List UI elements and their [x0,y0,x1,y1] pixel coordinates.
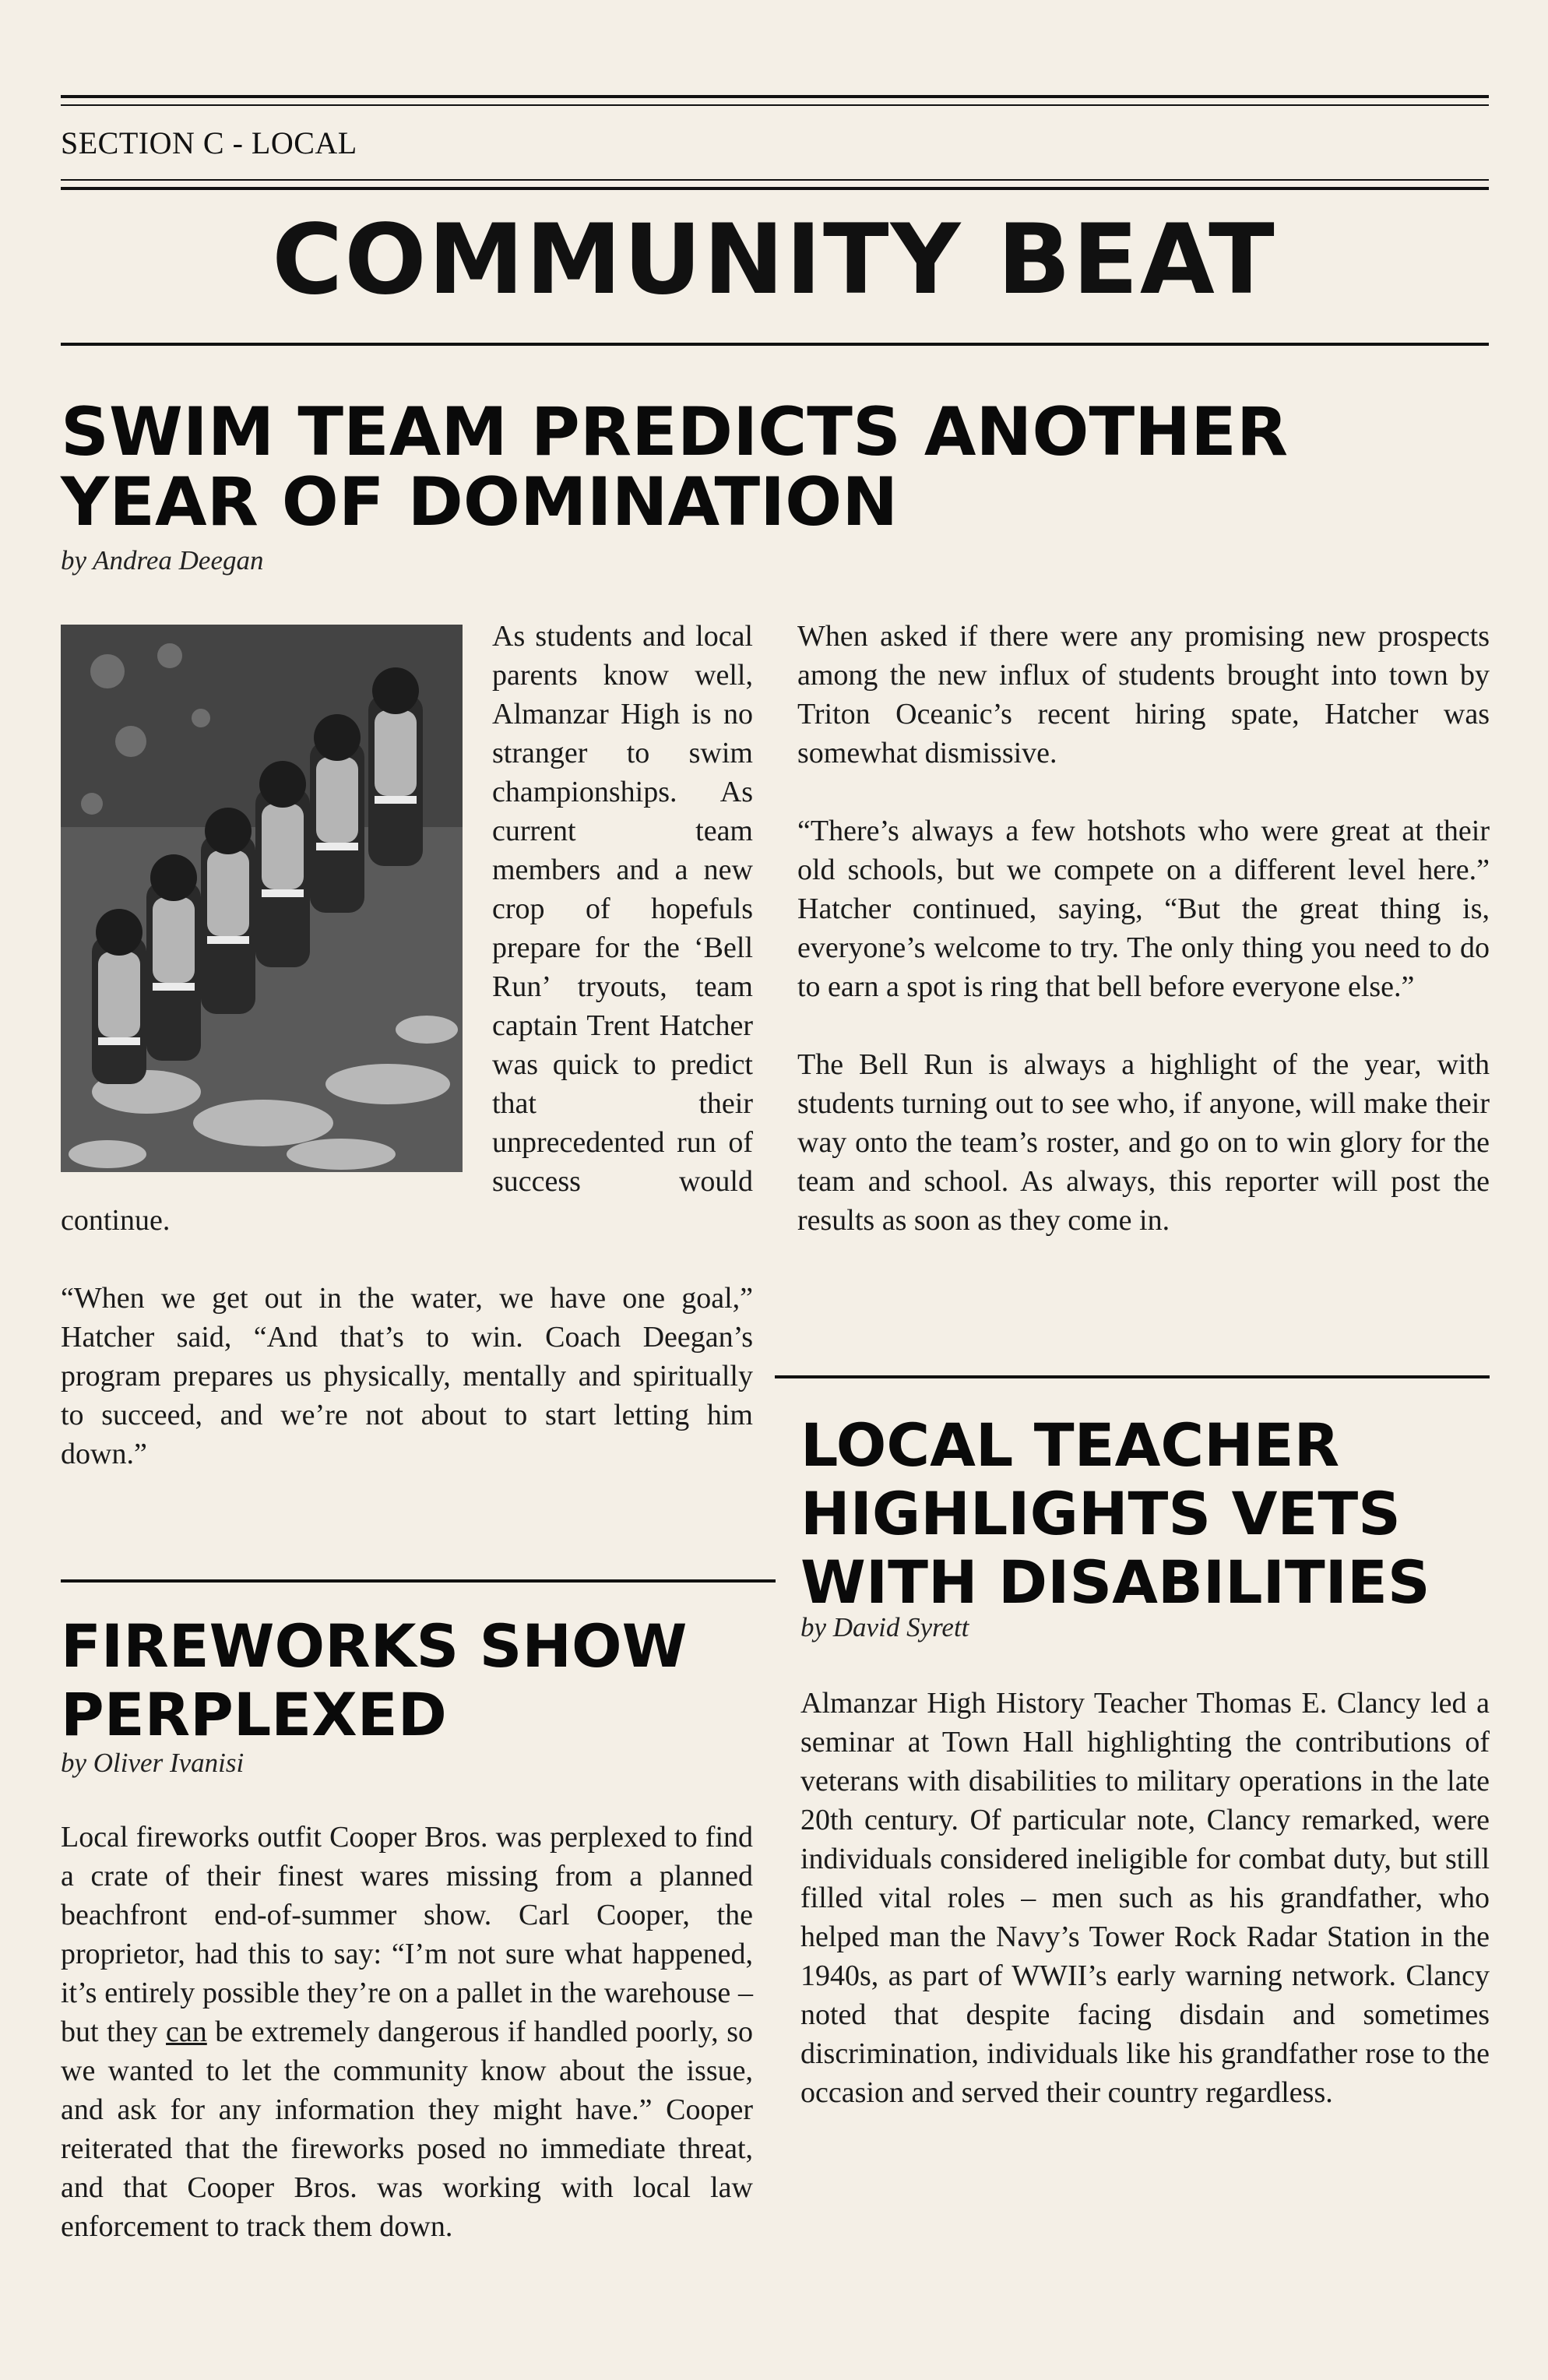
fireworks-headline-line1: FIREWORKS SHOW [61,1611,688,1681]
fireworks-body [61,1818,753,2246]
fireworks-text-part-b: be extremely dangerous if handled poorly, so we wanted to let the community know about the issue, and ask for any information they might have.” Cooper reiterated that the fireworks posed no immediate threat, and that Cooper Bros. was working with local law enforcement to track them down. [61,2016,753,2243]
fireworks-divider-rule [61,1579,776,1583]
section-rule-thin [61,179,1489,181]
swim-paragraph-2: “When we get out in the water, we have one goal,” Hatcher said, “And that’s to win. Coach Deegan’s program prepares us physically, mentally and spiritually to succeed, and we’re not about to start letting him down.” [61,1282,753,1470]
section-rule-thick [61,187,1489,190]
swim-paragraph-1: As students and local parents know well, Almanzar High is no stranger to swim championships. As current team members and a new crop of hopefuls prepare for the ‘Bell Run’ tryouts, team captain Trent Hatcher was quick to predict that their unprecedented run of success would continue. [61,620,753,1237]
swim-headline [61,393,1493,541]
swim-paragraph-5: The Bell Run is always a highlight of the year, with students turning out to see who, if anyone, will make their way onto the team’s roster, and go on to win glory for the team and school. As always, this reporter will post the results as soon as they come in. [797,1048,1490,1237]
fireworks-text-part-a: Local fireworks outfit Cooper Bros. was perplexed to find a crate of their finest wares missing from a planned beachfront end-of-summer show. Carl Cooper, the proprietor, had this to say: “I’m not sure what happened, it’s entirely possible they’re on a pallet in the warehouse – but they [61,1821,753,2048]
fireworks-headline-line2: PERPLEXED [61,1680,447,1749]
teacher-headline-line1: LOCAL TEACHER [800,1410,1340,1480]
teacher-byline: by David Syrett [800,1612,969,1642]
top-rule-thick [61,95,1489,98]
masthead-title: COMMUNITY BEAT [272,204,1276,316]
teacher-headline-line2: HIGHLIGHTS VETS [800,1479,1401,1548]
teacher-body [800,1684,1490,2112]
teacher-headline [800,1411,1501,1617]
fireworks-headline [61,1612,762,1749]
swim-body-right [797,617,1490,1240]
teacher-divider-rule [775,1375,1490,1378]
top-rule-thin [61,104,1489,106]
fireworks-paragraph-1 [61,1818,753,2246]
fireworks-byline: by Oliver Ivanisi [61,1748,245,1778]
teacher-paragraph-1: Almanzar High History Teacher Thomas E. Clancy led a seminar at Town Hall highlighting the contributions of veterans with disabilities to military operations in the late 20th century. Of particular note, Clancy remarked, were individuals considered ineligible for combat duty, but still filled vital roles – men such as his grandfather, who helped man the Navy’s Tower Rock Radar Station in the 1940s, as part of WWII’s early warning network. Clancy noted that despite facing disdain and sometimes discrimination, individuals like his grandfather rose to the occasion and served their country regardless. [800,1687,1490,2109]
swim-byline: by Andrea Deegan [61,545,264,576]
fireworks-underlined-word: can [166,2016,207,2048]
masthead-rule [61,343,1489,346]
swim-headline-line2: YEAR OF DOMINATION [61,463,899,541]
swim-body-left [61,617,753,1473]
teacher-headline-line3: WITH DISABILITIES [800,1547,1430,1617]
section-label: SECTION C - LOCAL [61,125,357,160]
swim-paragraph-4: “There’s always a few hotshots who were great at their old schools, but we compete on a different level here.” Hatcher continued, saying, “But the great thing is, everyone’s welcome to try. The only thing you need to do to earn a spot is ring that bell before everyone else.” [797,815,1490,1003]
swim-paragraph-3: When asked if there were any promising new prospects among the new influx of students brought into town by Triton Oceanic’s recent hiring spate, Hatcher was somewhat dismissive. [797,620,1490,769]
swim-headline-line1: SWIM TEAM PREDICTS ANOTHER [61,393,1289,471]
swimmers-photo [61,625,463,1172]
